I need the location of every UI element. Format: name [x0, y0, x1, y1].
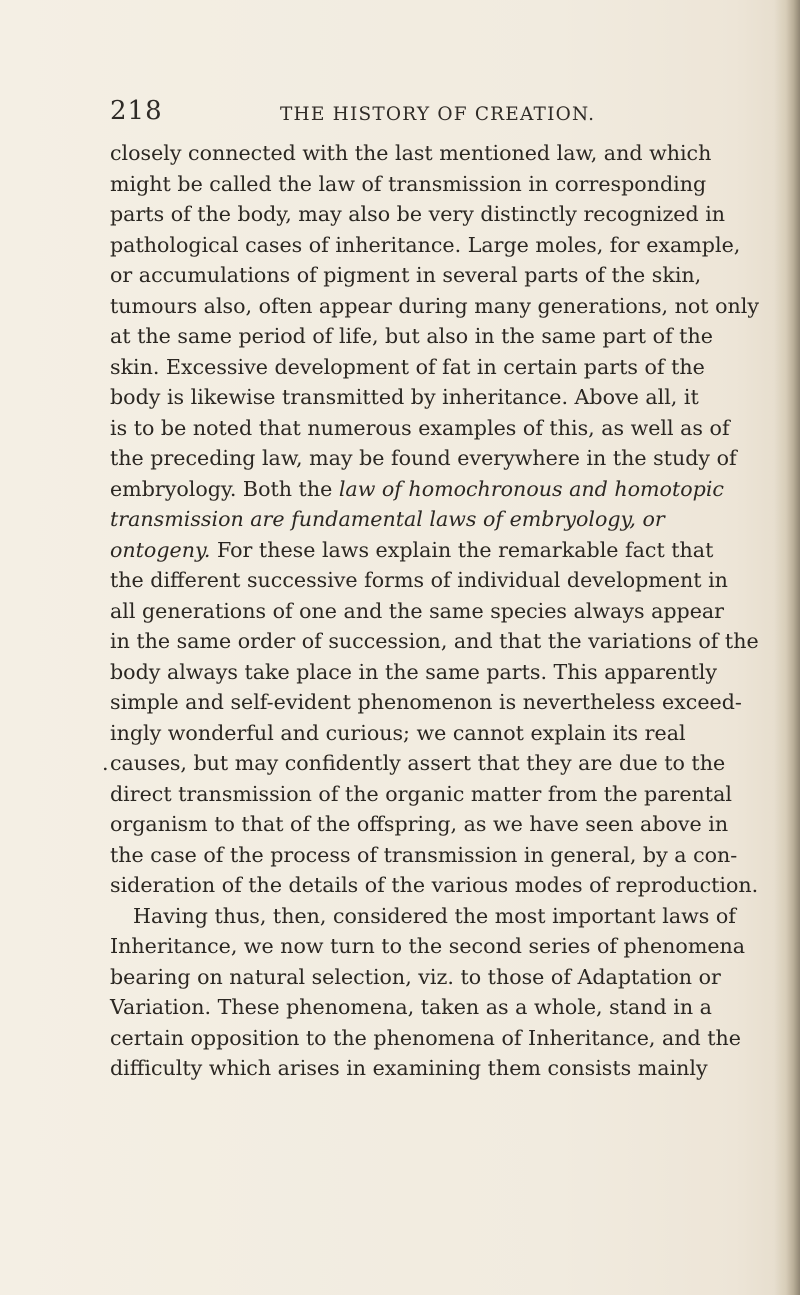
text-line [110, 870, 770, 901]
text-segment: at the same period of life, but also in the same part of the [110, 324, 713, 348]
text-line [110, 1023, 770, 1054]
text-segment: closely connected with the last mentioned law, and which [110, 141, 712, 165]
text-segment: in the same order of succession, and that the variations of the [110, 629, 759, 653]
text-line [110, 992, 770, 1023]
text-segment: direct transmission of the organic matter from the parental [110, 781, 732, 806]
text-segment: or accumulations of pigment in several parts of the skin, [110, 263, 702, 287]
text-segment: the different successive forms of individual development in [110, 568, 728, 592]
body-text [102, 138, 770, 1084]
text-line [110, 474, 770, 505]
text-line [110, 352, 770, 383]
text-line [110, 840, 770, 871]
text-segment: difficulty which arises in examining them consists mainly [110, 1056, 708, 1080]
text-line [110, 169, 770, 200]
text-segment: simple and self-evident phenomenon is nevertheless exceed- [110, 690, 742, 714]
text-line [110, 291, 770, 322]
text-segment: bearing on natural selection, viz. to those of Adaptation or [110, 964, 721, 989]
page-number: 218 [110, 96, 163, 126]
text-segment: might be called the law of transmission in corresponding [110, 171, 707, 196]
text-line [110, 535, 770, 566]
text-line [110, 596, 770, 627]
text-line [110, 199, 770, 230]
text-segment: the preceding law, may be found everywhere in the study of [110, 446, 737, 470]
text-line [110, 565, 770, 596]
text-line [110, 321, 770, 352]
text-segment: pathological cases of inheritance. Large moles, for example, [110, 232, 741, 257]
text-line [110, 931, 770, 962]
text-line [110, 138, 770, 169]
text-segment: the case of the process of transmission in general, by a con- [110, 842, 738, 867]
text-line [110, 626, 770, 657]
text-line [110, 382, 770, 413]
text-segment: causes, but may confidently assert that they are due to the [110, 751, 726, 775]
text-line [110, 962, 770, 993]
text-line [110, 1053, 770, 1084]
text-segment: skin. Excessive development of fat in certain parts of the [110, 354, 705, 379]
text-segment: Having thus, then, considered the most important laws of [133, 903, 736, 928]
page-header [0, 96, 800, 130]
text-segment: sideration of the details of the various modes of reproduction. [110, 873, 759, 897]
text-segment: Inheritance, we now turn to the second series of phenomena [110, 934, 746, 958]
text-line [110, 687, 770, 718]
text-line [102, 748, 770, 779]
text-segment: all generations of one and the same species always appear [110, 598, 725, 623]
text-line [110, 809, 770, 840]
text-line [110, 230, 770, 261]
text-line [110, 504, 770, 535]
italic-text-segment: ontogeny. [110, 537, 211, 562]
text-segment: embryology. Both the [110, 476, 339, 501]
page-edge-shadow [774, 0, 800, 1295]
text-line [110, 718, 770, 749]
text-segment: certain opposition to the phenomena of Inheritance, and the [110, 1025, 741, 1050]
text-line [110, 901, 770, 932]
text-segment: is to be noted that numerous examples of this, as well as of [110, 415, 730, 440]
text-line [110, 657, 770, 688]
text-segment: organism to that of the offspring, as we have seen above in [110, 812, 729, 836]
text-segment: parts of the body, may also be very distinctly recognized in [110, 202, 726, 226]
text-segment: tumours also, often appear during many generations, not only [110, 293, 760, 318]
italic-text-segment: law of homochronous and homotopic [338, 476, 724, 501]
stray-mark: . [102, 751, 109, 775]
running-head: THE HISTORY OF CREATION. [280, 104, 596, 125]
text-segment: Variation. These phenomena, taken as a whole, stand in a [110, 995, 712, 1019]
italic-text-segment: transmission are fundamental laws of embryology, or [110, 507, 665, 531]
text-segment: body is likewise transmitted by inheritance. Above all, it [110, 385, 699, 409]
text-segment: body always take place in the same parts. This apparently [110, 659, 717, 684]
text-line [110, 443, 770, 474]
text-segment: For these laws explain the remarkable fact that [210, 537, 714, 562]
text-line [110, 413, 770, 444]
text-line [110, 779, 770, 810]
text-segment: ingly wonderful and curious; we cannot explain its real [110, 720, 686, 745]
text-line [110, 260, 770, 291]
